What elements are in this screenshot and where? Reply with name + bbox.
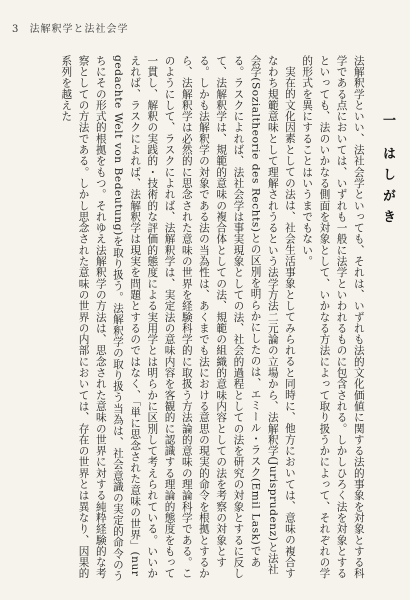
running-title: 法解釈学と法社会学	[29, 24, 129, 35]
vertical-body-text	[12, 55, 396, 583]
chapter-heading: 一 はしがき	[380, 113, 395, 231]
paragraph-lask: 実在的文化因素としての法は、社会生活事象としてみられると同時に、他方においては、意味の複合すなわち規範意味として理解されうるという法学方法二元論の立場から、法解釈学(Jurisprudenz)と法社会学(Sozialtheorie des Rechts)との区別を明らかにしたのは、エミール・ラスク(Emil Lask)である。ラスクによれば、法社会学は事実現象としての法、社会的過程としての法を研究の対象とするに反して、法解釈学は、規範的意味の複合体としての法、規範の組織的意味内容としての法を考察の対象とする。しかも法解釈学の対象である法の当為性は、あくまでも法における意思の現実的命令を根拠とするから、法解釈学は必然的に思念された意味の世界を経験科学的に取扱う方法論的意味の理論科学である。このようにして、ラスクによれば、法解釈学は、実定法の意味内容を客観的に認識する理論的態度をもって一貫し、解釈の実践的・技術的な評価的態度による実用学とは明らかに区別して考えられている。いいかえれば、ラスクによれば、法解釈学は現実を問題とするのではなく、「単に思念された意味の世界」(nur gedachte Welt von Bedeutung)を取り扱う。法解釈学の取り扱う当為は、社会意識の実定的命令のうちにその形式的根拠をもつ。それゆえ法解釈学の方法は、思念された意味の世界に対する純粋経験的な考察としての方法である。しかし思念された意味の世界の内部においては、存在の世界とは異なり、因果的系列を越えた	[60, 55, 296, 582]
page-number: 3	[12, 24, 20, 35]
paragraph-intro: 法解釈学といい、法社会学といっても、それは、いずれも法的文化価値に関する法的事象を対象とする科学である点においては、いずれも一般に法学といわれるものに包含される。しかしひろく法を対象とするといっても、法のいかなる側面を対象として、いかなる方法によって取り扱うかによって、それぞれの学的形式を異にすることはいうまでもない。	[301, 55, 365, 580]
running-header	[12, 20, 129, 35]
